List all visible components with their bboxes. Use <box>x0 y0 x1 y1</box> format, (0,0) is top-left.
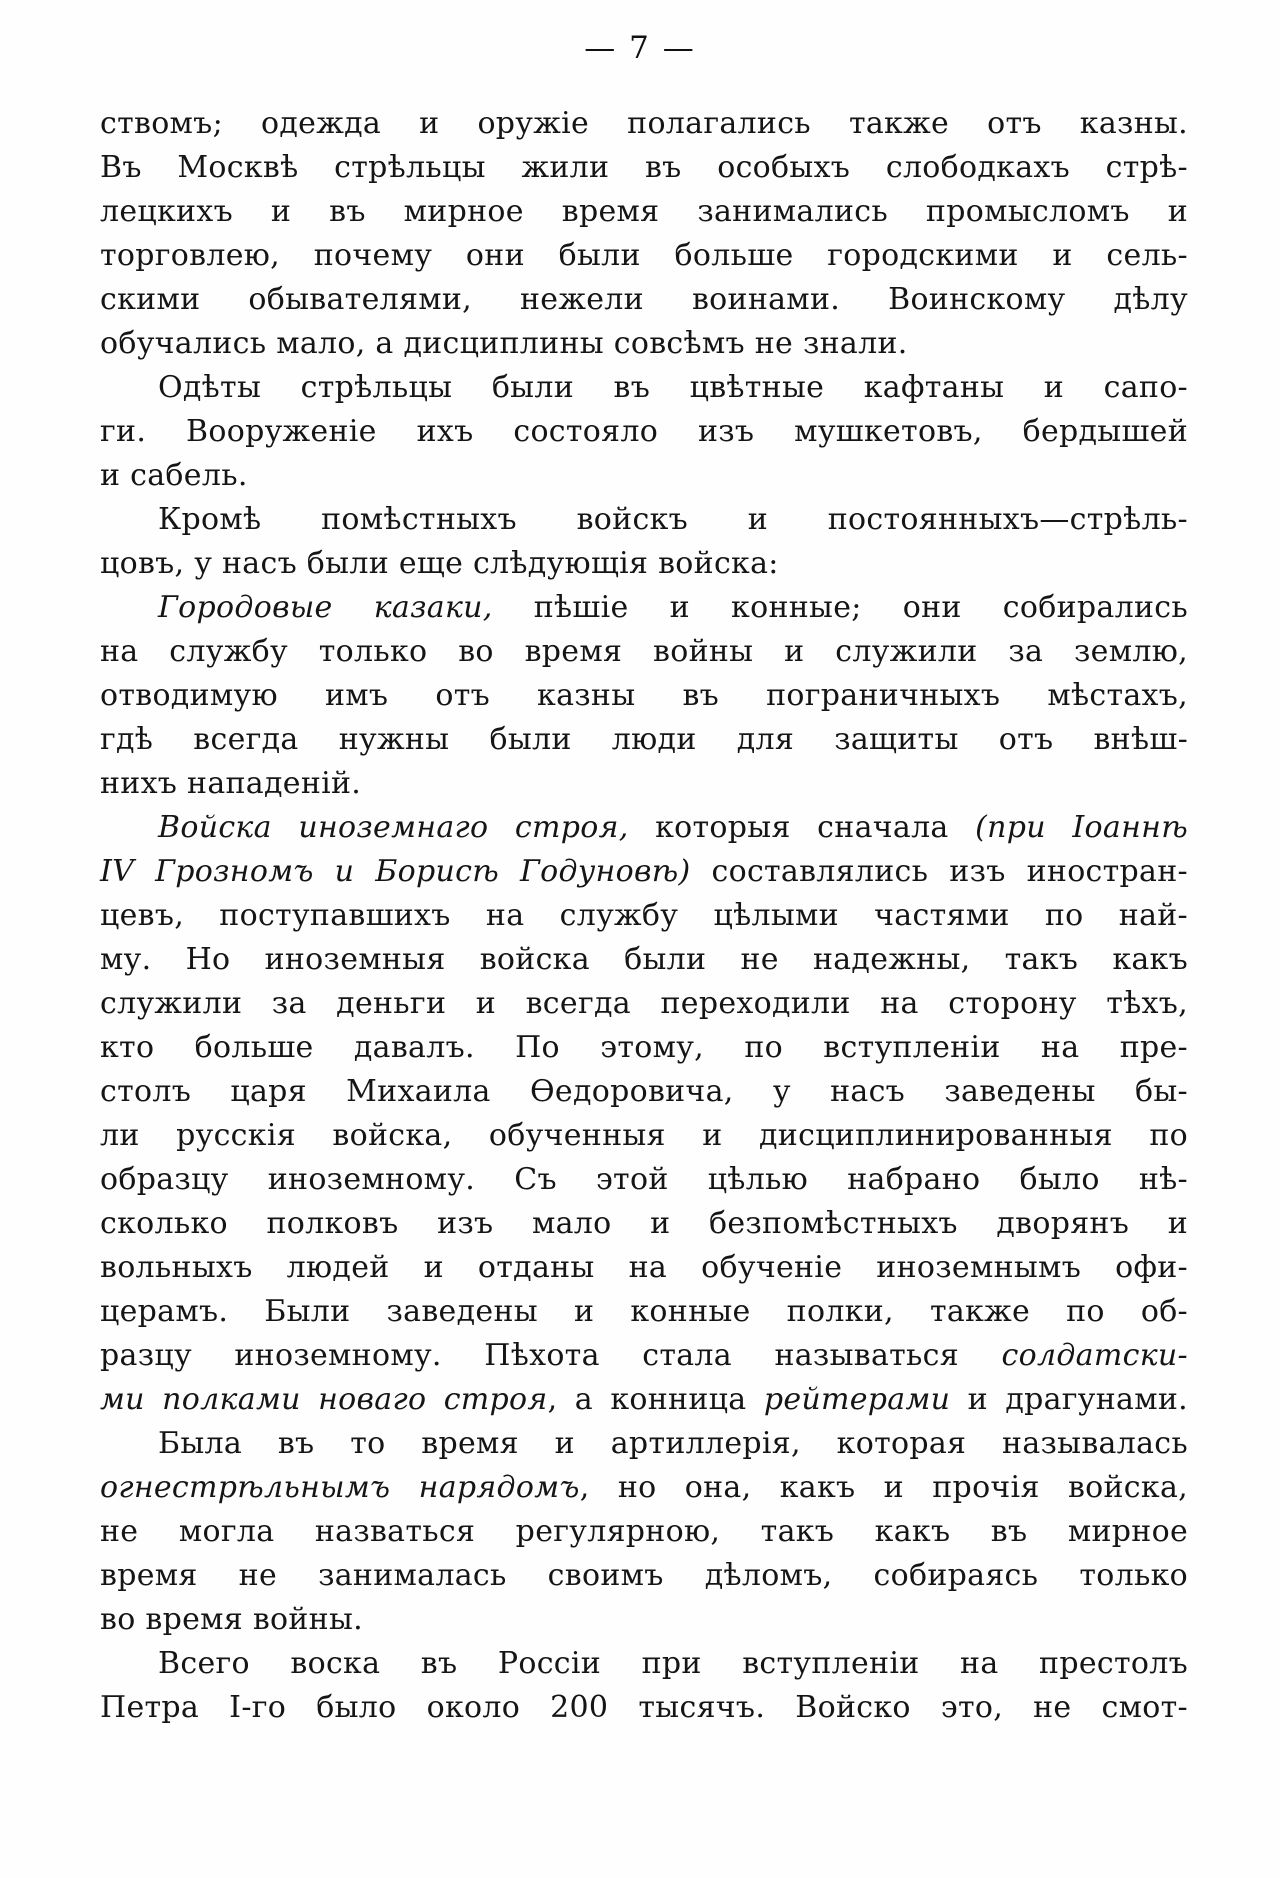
text-run: ли русскія войска, обученныя и дисциплинированныя по <box>100 1118 1188 1153</box>
text-line <box>100 1158 1188 1202</box>
text-run-italic: Городовые казаки, <box>158 590 493 625</box>
text-run: , но она, какъ и прочія войска, <box>579 1470 1188 1505</box>
paragraph <box>100 1422 1188 1642</box>
text-line <box>100 938 1188 982</box>
text-run: не могла назваться регулярною, такъ какъ въ мирное <box>100 1514 1188 1549</box>
text-line <box>100 1422 1188 1466</box>
text-run: Петра I-го было около 200 тысячъ. Войско это, не смот- <box>100 1690 1188 1725</box>
text-line <box>100 454 1188 498</box>
text-run: Одѣты стрѣльцы были въ цвѣтные кафтаны и сапо- <box>158 370 1188 405</box>
text-line <box>100 1114 1188 1158</box>
text-run: Въ Москвѣ стрѣльцы жили въ особыхъ слободкахъ стрѣ- <box>100 150 1188 185</box>
text-run: торговлею, почему они были больше городскими и сель- <box>100 238 1188 273</box>
text-run: гдѣ всегда нужны были люди для защиты отъ внѣш- <box>100 722 1188 757</box>
paragraph <box>100 102 1188 366</box>
text-run: Всего воска въ Россіи при вступленіи на престолъ <box>158 1646 1188 1681</box>
text-line <box>100 1202 1188 1246</box>
text-run: , а конница <box>547 1382 764 1417</box>
page-text-block <box>100 102 1188 1730</box>
text-line <box>100 1466 1188 1510</box>
text-line <box>100 806 1188 850</box>
text-run: обучались мало, а дисциплины совсѣмъ не знали. <box>100 326 908 361</box>
text-run: му. Но иноземныя войска были не надежны, такъ какъ <box>100 942 1188 977</box>
text-line <box>100 542 1188 586</box>
text-run: во время войны. <box>100 1602 363 1637</box>
text-run: и драгунами. <box>950 1382 1189 1417</box>
paragraph <box>100 366 1188 498</box>
text-line <box>100 498 1188 542</box>
text-line <box>100 630 1188 674</box>
text-run-italic: солдатски- <box>1001 1338 1188 1373</box>
text-line <box>100 762 1188 806</box>
text-line <box>100 1070 1188 1114</box>
text-run: Была въ то время и артиллерія, которая называлась <box>158 1426 1188 1461</box>
text-line <box>100 586 1188 630</box>
text-line <box>100 1554 1188 1598</box>
text-run: служили за деньги и всегда переходили на сторону тѣхъ, <box>100 986 1188 1021</box>
text-line <box>100 1642 1188 1686</box>
text-run-italic: IV Грозномъ и Борисѣ Годуновѣ) <box>100 854 691 889</box>
text-run: и сабель. <box>100 458 248 493</box>
text-line <box>100 850 1188 894</box>
text-run: вольныхъ людей и отданы на обученіе иноземнымъ офи- <box>100 1250 1188 1285</box>
paragraph <box>100 586 1188 806</box>
paragraph <box>100 806 1188 1422</box>
text-run: кто больше давалъ. По этому, по вступленіи на пре- <box>100 1030 1188 1065</box>
text-line <box>100 366 1188 410</box>
text-run: образцу иноземному. Съ этой цѣлью набрано было нѣ- <box>100 1162 1188 1197</box>
text-run: сколько полковъ изъ мало и безпомѣстныхъ дворянъ и <box>100 1206 1188 1241</box>
text-line <box>100 278 1188 322</box>
text-run: цевъ, поступавшихъ на службу цѣлыми частями по най- <box>100 898 1188 933</box>
text-run: столъ царя Михаила Ѳедоровича, у насъ заведены бы- <box>100 1074 1188 1109</box>
text-line <box>100 1334 1188 1378</box>
text-run: составлялись изъ иностран- <box>690 854 1188 889</box>
text-line <box>100 410 1188 454</box>
text-line <box>100 982 1188 1026</box>
text-run: на службу только во время войны и служили за землю, <box>100 634 1188 669</box>
text-line <box>100 1246 1188 1290</box>
text-run: церамъ. Были заведены и конные полки, также по об- <box>100 1294 1188 1329</box>
text-run: разцу иноземному. Пѣхота стала называться <box>100 1338 1002 1373</box>
text-run-italic: ми полками новаго строя <box>100 1382 548 1417</box>
text-line <box>100 1026 1188 1070</box>
paragraph <box>100 498 1188 586</box>
text-run: цовъ, у насъ были еще слѣдующія войска: <box>100 546 779 581</box>
text-line <box>100 718 1188 762</box>
text-line <box>100 1598 1188 1642</box>
text-run: скими обывателями, нежели воинами. Воинскому дѣлу <box>100 282 1188 317</box>
text-run-italic: огнестрѣльнымъ нарядомъ <box>100 1470 580 1505</box>
paragraph <box>100 1642 1188 1730</box>
text-line <box>100 1686 1188 1730</box>
text-line <box>100 102 1188 146</box>
text-line <box>100 322 1188 366</box>
text-line <box>100 1378 1188 1422</box>
text-line <box>100 894 1188 938</box>
text-run: которыя сначала <box>628 810 976 845</box>
text-run: время не занималась своимъ дѣломъ, собираясь только <box>100 1558 1188 1593</box>
text-line <box>100 1290 1188 1334</box>
text-run-italic: (при Іоаннѣ <box>975 810 1188 845</box>
text-run-italic: Войска иноземнаго строя, <box>158 810 629 845</box>
text-run: ги. Вооруженіе ихъ состояло изъ мушкетовъ, бердышей <box>100 414 1188 449</box>
text-run: отводимую имъ отъ казны въ пограничныхъ мѣстахъ, <box>100 678 1188 713</box>
text-line <box>100 674 1188 718</box>
text-line <box>100 146 1188 190</box>
text-run: Кромѣ помѣстныхъ войскъ и постоянныхъ—стрѣль- <box>158 502 1188 537</box>
text-run: нихъ нападеній. <box>100 766 362 801</box>
text-line <box>100 1510 1188 1554</box>
text-line <box>100 190 1188 234</box>
text-run-italic: рейтерами <box>763 1382 951 1417</box>
page-number: — 7 — <box>584 30 696 66</box>
text-run: пѣшіе и конные; они собирались <box>492 590 1189 625</box>
text-run: лецкихъ и въ мирное время занимались промысломъ и <box>100 194 1188 229</box>
text-line <box>100 234 1188 278</box>
text-run: ствомъ; одежда и оружіе полагались также отъ казны. <box>100 106 1188 141</box>
